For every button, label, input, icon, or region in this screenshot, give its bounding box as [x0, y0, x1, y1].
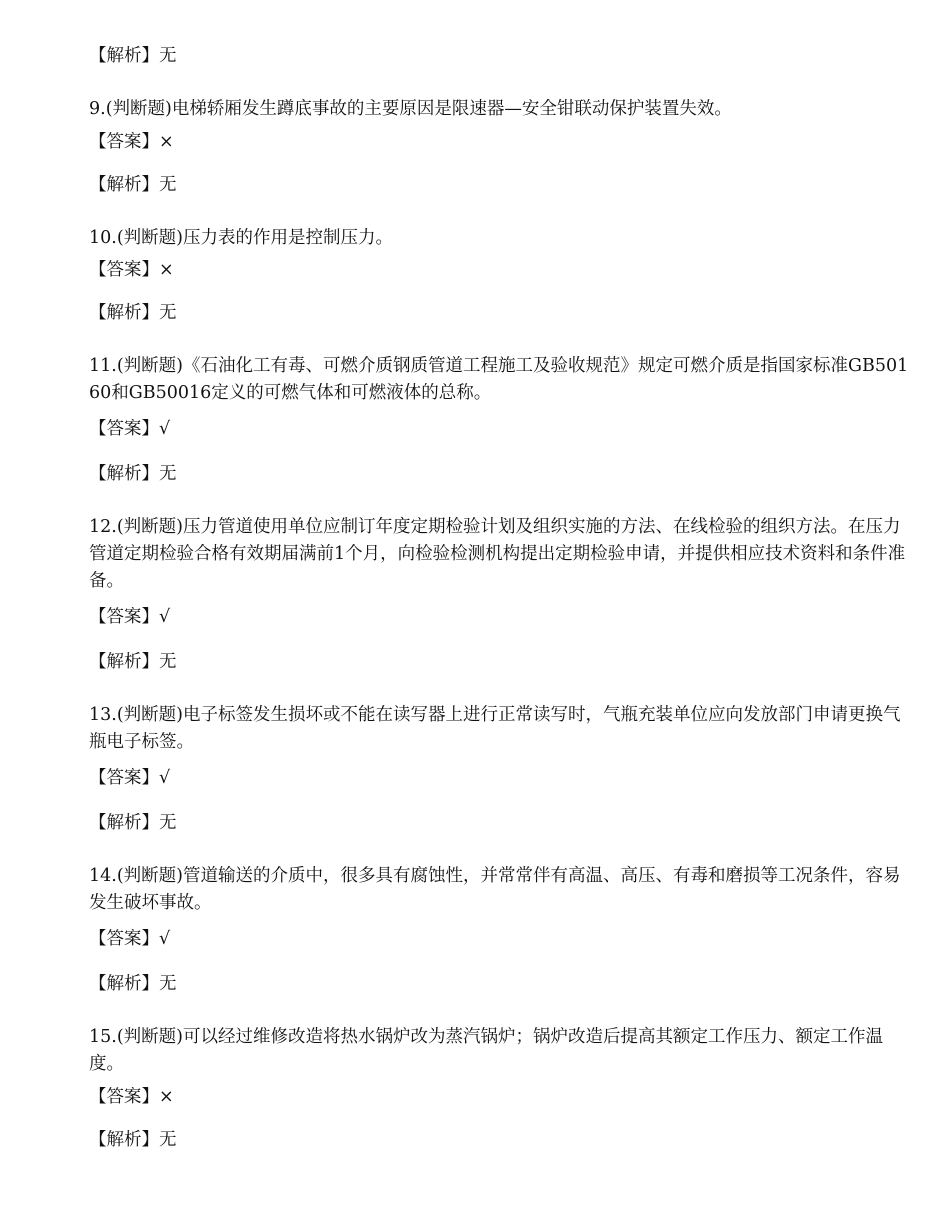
analysis-line: 【解析】无 — [89, 464, 177, 484]
question-text: 11.(判断题)《石油化工有毒、可燃介质钢质管道工程施工及验收规范》规定可燃介质是指国家标准GB50160和GB50016定义的可燃气体和可燃液体的总称。 — [89, 356, 909, 403]
analysis-line: 【解析】无 — [89, 303, 177, 323]
answer-line: 【答案】× — [89, 260, 174, 280]
answer-line: 【答案】√ — [89, 419, 171, 439]
analysis-line: 【解析】无 — [89, 175, 177, 195]
question-text: 15.(判断题)可以经过维修改造将热水锅炉改为蒸汽锅炉；锅炉改造后提高其额定工作压力、额定工作温度。 — [89, 1027, 883, 1074]
analysis-line: 【解析】无 — [89, 813, 177, 833]
answer-line: 【答案】× — [89, 132, 174, 152]
answer-line: 【答案】√ — [89, 607, 171, 627]
answer-line: 【答案】√ — [89, 768, 171, 788]
question-text: 14.(判断题)管道输送的介质中，很多具有腐蚀性，并常常伴有高温、高压、有毒和磨损等工况条件，容易发生破坏事故。 — [89, 866, 901, 913]
question-text: 10.(判断题)压力表的作用是控制压力。 — [89, 228, 393, 248]
analysis-line: 【解析】无 — [89, 974, 177, 994]
answer-line: 【答案】× — [89, 1087, 174, 1107]
question-text: 12.(判断题)压力管道使用单位应制订年度定期检验计划及组织实施的方法、在线检验的组织方法。在压力管道定期检验合格有效期届满前1个月，向检验检测机构提出定期检验申请，并提供相应技术资料和条件准备。 — [89, 517, 906, 591]
analysis-line: 【解析】无 — [89, 1130, 177, 1150]
answer-line: 【答案】√ — [89, 929, 171, 949]
question-text: 9.(判断题)电梯轿厢发生蹲底事故的主要原因是限速器—安全钳联动保护装置失效。 — [89, 99, 732, 119]
analysis-line: 【解析】无 — [89, 652, 177, 672]
analysis-line: 【解析】无 — [89, 46, 177, 66]
question-text: 13.(判断题)电子标签发生损坏或不能在读写器上进行正常读写时，气瓶充装单位应向发放部门申请更换气瓶电子标签。 — [89, 705, 901, 752]
